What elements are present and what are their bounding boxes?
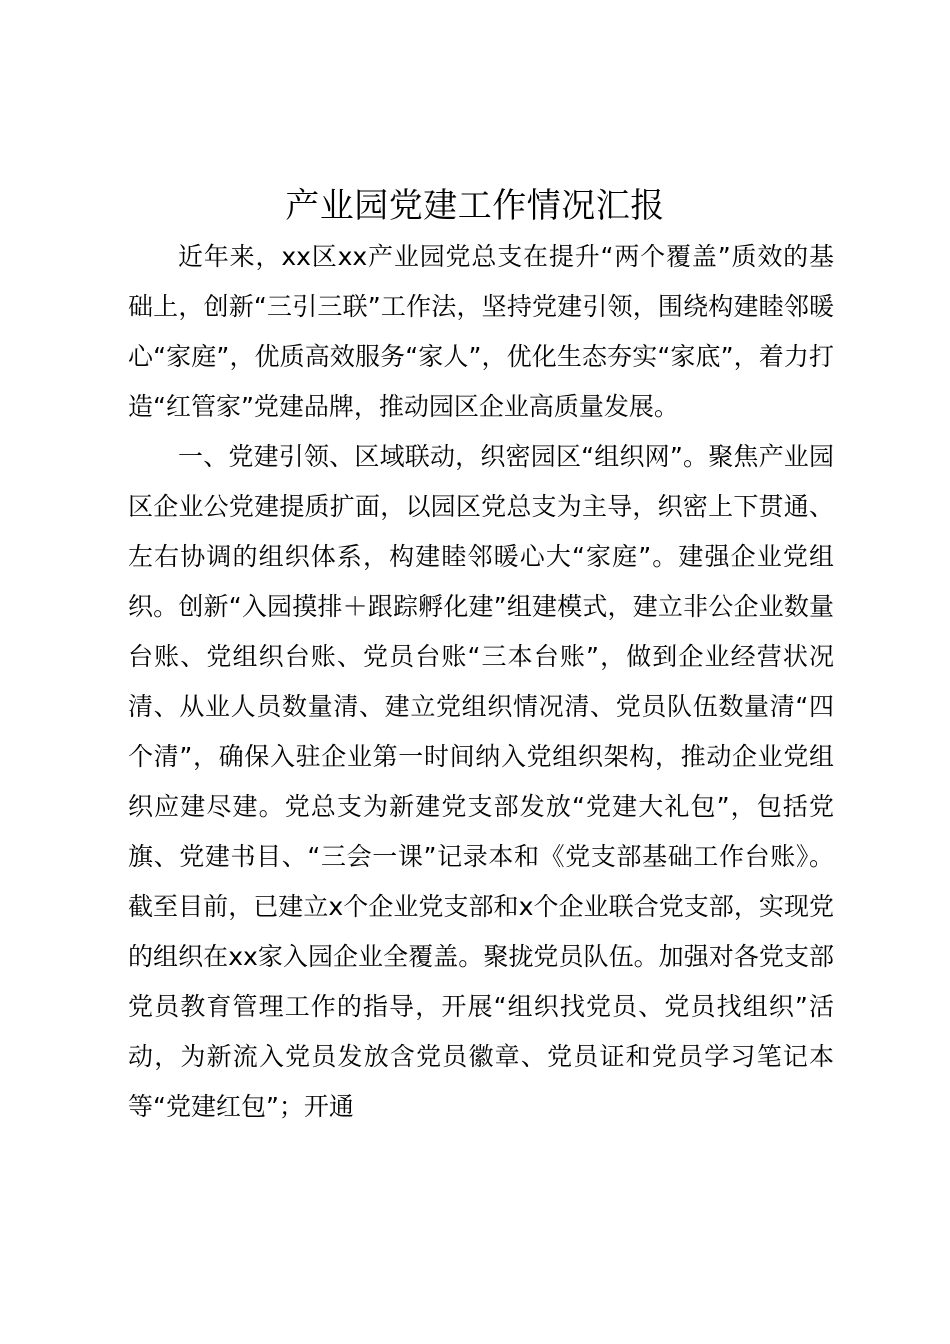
paragraph-intro: 近年来，xx区xx产业园党总支在提升“两个覆盖”质效的基础上，创新“三引三联”工作法，坚持党建引领，围绕构建睦邻暖心“家庭”，优质高效服务“家人”，优化生态夯实“家底”，着力打造“红管家”党建品牌，推动园区企业高质量发展。 bbox=[128, 242, 834, 421]
document-body bbox=[128, 232, 834, 1132]
document-title: 产业园党建工作情况汇报 bbox=[285, 186, 665, 226]
paragraph-section-one: 一、党建引领、区域联动，织密园区“组织网”。聚焦产业园区企业公党建提质扩面，以园区党总支为主导，织密上下贯通、左右协调的组织体系，构建睦邻暖心大“家庭”。建强企业党组织。创新“入园摸排＋跟踪孵化建”组建模式，建立非公企业数量台账、党组织台账、党员台账“三本台账”，做到企业经营状况清、从业人员数量清、建立党组织情况清、党员队伍数量清“四个清”，确保入驻企业第一时间纳入党组织架构，推动企业党组织应建尽建。党总支为新建党支部发放“党建大礼包”，包括党旗、党建书目、“三会一课”记录本和《党支部基础工作台账》。截至目前，已建立x个企业党支部和x个企业联合党支部，实现党的组织在xx家入园企业全覆盖。聚拢党员队伍。加强对各党支部党员教育管理工作的指导，开展“组织找党员、党员找组织”活动，为新流入党员发放含党员徽章、党员证和党员学习笔记本等“党建红包”；开通 bbox=[128, 442, 834, 1121]
